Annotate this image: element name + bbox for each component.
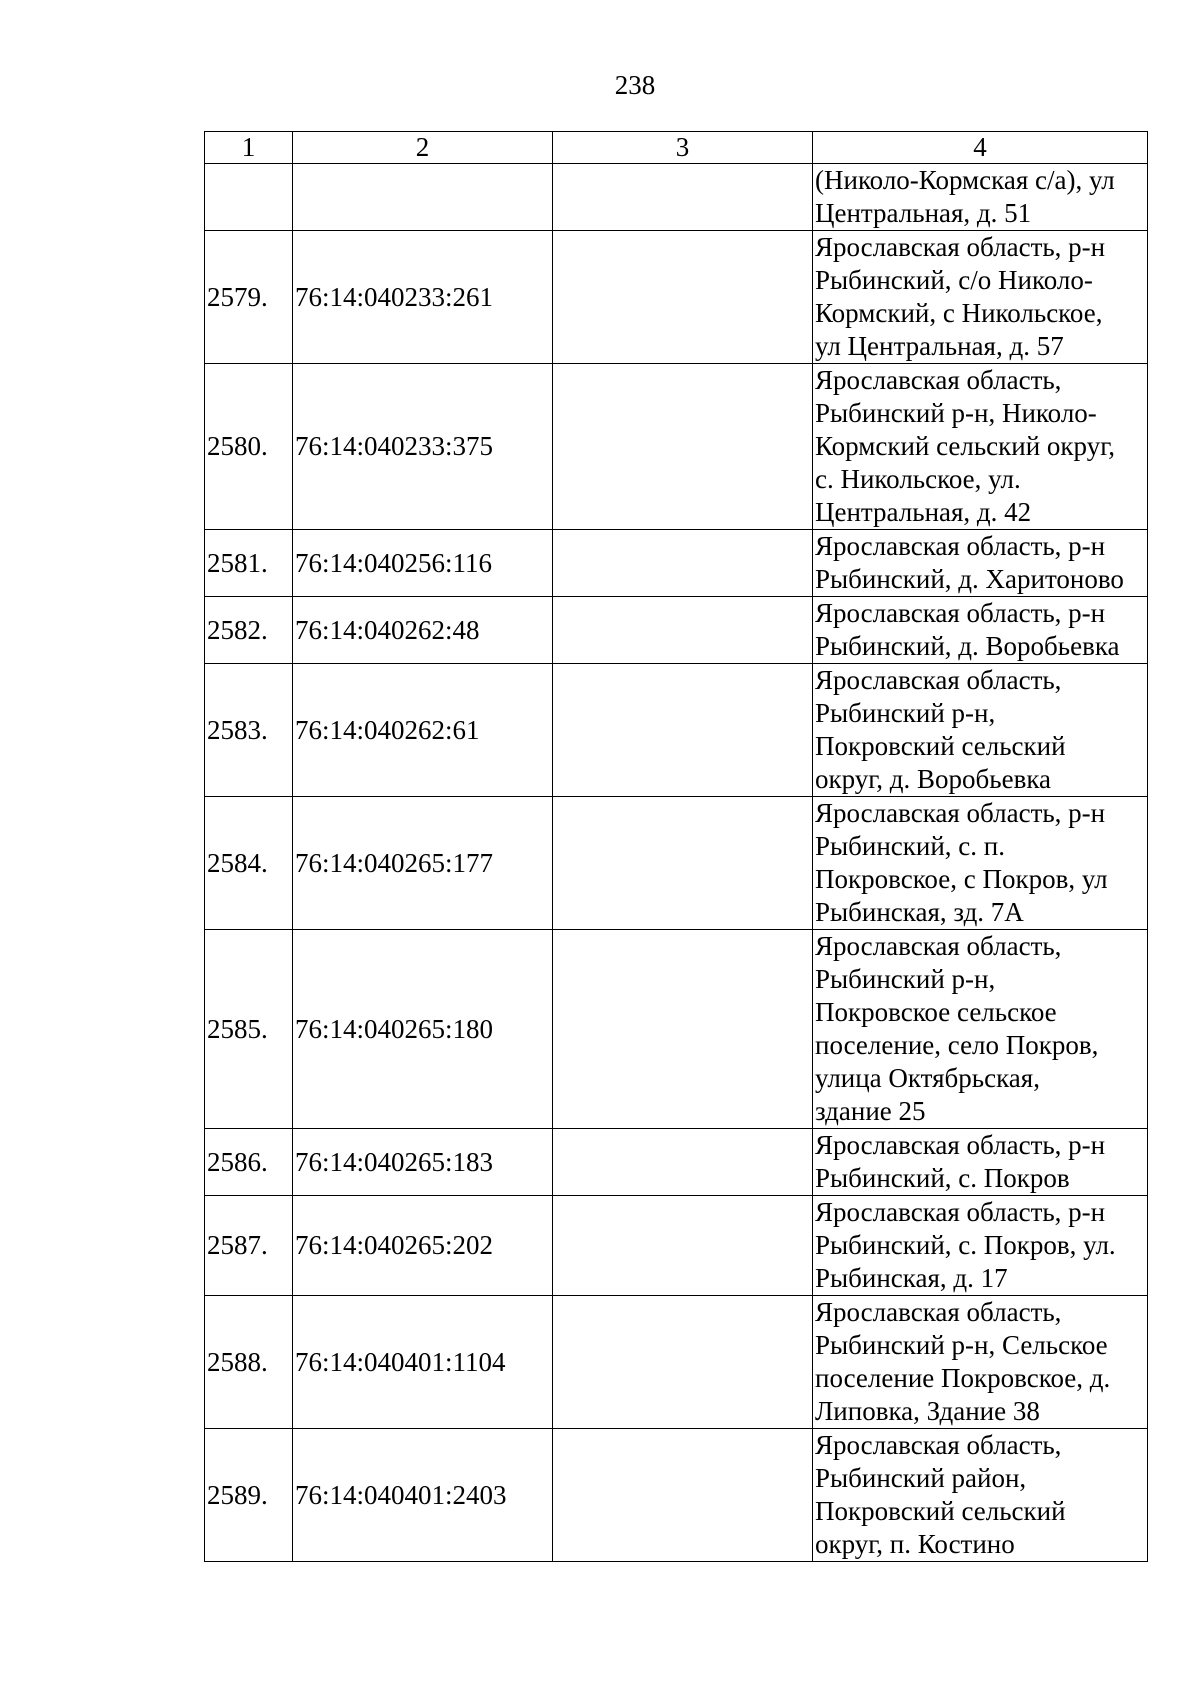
cadastral-number-cell: 76:14:040256:116 <box>293 530 553 597</box>
address-line: Рыбинский р-н, <box>815 964 996 994</box>
row-number-cell: 2583. <box>205 664 293 797</box>
column-3-cell <box>553 597 813 664</box>
address-line: Рыбинский р-н, Николо- <box>815 398 1097 428</box>
row-number-cell: 2581. <box>205 530 293 597</box>
address-line: Кормский, с Никольское, <box>815 298 1103 328</box>
address-cell <box>813 1129 1148 1196</box>
address-line: Ярославская область, <box>815 365 1062 395</box>
address-line: Ярославская область, <box>815 931 1062 961</box>
table-row <box>205 664 1148 797</box>
column-3-cell <box>553 664 813 797</box>
address-line: Ярославская область, р-н <box>815 1130 1106 1160</box>
column-header-3: 3 <box>553 132 813 164</box>
row-number-cell: 2587. <box>205 1196 293 1296</box>
column-3-cell <box>553 530 813 597</box>
column-3-cell <box>553 1296 813 1429</box>
address-line: Рыбинская, д. 17 <box>815 1263 1008 1293</box>
address-cell <box>813 530 1148 597</box>
table-row <box>205 364 1148 530</box>
row-number-cell: 2579. <box>205 231 293 364</box>
address-line: (Николо-Кормская с/а), ул <box>815 165 1115 195</box>
table-body <box>205 132 1148 1562</box>
address-line: Ярославская область, р-н <box>815 232 1106 262</box>
row-number-cell: 2580. <box>205 364 293 530</box>
address-line: Покровский сельский <box>815 731 1066 761</box>
column-header-1: 1 <box>205 132 293 164</box>
address-line: поселение Покровское, д. <box>815 1363 1111 1393</box>
address-cell <box>813 231 1148 364</box>
row-number-cell: 2589. <box>205 1429 293 1562</box>
table-row <box>205 797 1148 930</box>
table-row <box>205 530 1148 597</box>
page-number: 238 <box>614 70 656 100</box>
address-line: поселение, село Покров, <box>815 1030 1099 1060</box>
address-line: улица Октябрьская, <box>815 1063 1040 1093</box>
address-line: здание 25 <box>815 1096 926 1126</box>
address-line: Рыбинский, д. Воробьевка <box>815 631 1120 661</box>
address-line: Ярославская область, <box>815 1297 1062 1327</box>
table-row <box>205 164 1148 231</box>
table-row <box>205 1296 1148 1429</box>
cadastral-number-cell: 76:14:040265:183 <box>293 1129 553 1196</box>
cadastral-number-cell: 76:14:040262:48 <box>293 597 553 664</box>
address-line: округ, д. Воробьевка <box>815 764 1052 794</box>
address-line: ул Центральная, д. 57 <box>815 331 1064 361</box>
address-line: Рыбинский, с/о Николо- <box>815 265 1093 295</box>
cadastral-number-cell: 76:14:040233:375 <box>293 364 553 530</box>
cadastral-number-cell: 76:14:040265:177 <box>293 797 553 930</box>
address-line: Рыбинский р-н, Сельское <box>815 1330 1108 1360</box>
address-line: округ, п. Костино <box>815 1529 1015 1559</box>
table-row <box>205 1429 1148 1562</box>
cadastral-number-cell: 76:14:040265:202 <box>293 1196 553 1296</box>
row-number-cell <box>205 164 293 231</box>
column-3-cell <box>553 797 813 930</box>
column-header-4: 4 <box>813 132 1148 164</box>
address-cell <box>813 1296 1148 1429</box>
address-line: Рыбинская, зд. 7А <box>815 897 1024 927</box>
column-header-2: 2 <box>293 132 553 164</box>
table-row <box>205 597 1148 664</box>
column-3-cell <box>553 231 813 364</box>
cadastral-number-cell: 76:14:040401:1104 <box>293 1296 553 1429</box>
address-line: Ярославская область, р-н <box>815 598 1106 628</box>
address-line: с. Никольское, ул. <box>815 464 1021 494</box>
column-3-cell <box>553 1129 813 1196</box>
address-line: Рыбинский, с. п. <box>815 831 1005 861</box>
row-number-cell: 2588. <box>205 1296 293 1429</box>
cadastral-number-cell: 76:14:040262:61 <box>293 664 553 797</box>
table-row <box>205 231 1148 364</box>
table-row <box>205 1129 1148 1196</box>
address-line: Ярославская область, <box>815 1430 1062 1460</box>
table-header-row <box>205 132 1148 164</box>
row-number-cell: 2584. <box>205 797 293 930</box>
address-cell <box>813 1429 1148 1562</box>
address-line: Рыбинский, с. Покров <box>815 1163 1070 1193</box>
column-3-cell <box>553 1196 813 1296</box>
registry-table <box>204 131 1148 1562</box>
cadastral-number-cell: 76:14:040233:261 <box>293 231 553 364</box>
address-cell <box>813 164 1148 231</box>
cadastral-number-cell: 76:14:040401:2403 <box>293 1429 553 1562</box>
address-line: Рыбинский, с. Покров, ул. <box>815 1230 1116 1260</box>
address-line: Кормский сельский округ, <box>815 431 1115 461</box>
address-line: Рыбинский р-н, <box>815 698 996 728</box>
address-line: Покровский сельский <box>815 1496 1066 1526</box>
cadastral-number-cell <box>293 164 553 231</box>
address-line: Липовка, Здание 38 <box>815 1396 1040 1426</box>
address-line: Ярославская область, р-н <box>815 798 1106 828</box>
column-3-cell <box>553 930 813 1129</box>
address-line: Центральная, д. 51 <box>815 198 1032 228</box>
address-cell <box>813 930 1148 1129</box>
row-number-cell: 2586. <box>205 1129 293 1196</box>
column-3-cell <box>553 364 813 530</box>
column-3-cell <box>553 164 813 231</box>
table-row <box>205 930 1148 1129</box>
address-cell <box>813 597 1148 664</box>
table-row <box>205 1196 1148 1296</box>
address-line: Покровское сельское <box>815 997 1057 1027</box>
address-line: Рыбинский район, <box>815 1463 1027 1493</box>
address-cell <box>813 364 1148 530</box>
address-line: Ярославская область, р-н <box>815 1197 1106 1227</box>
address-line: Покровское, с Покров, ул <box>815 864 1108 894</box>
address-line: Ярославская область, р-н <box>815 531 1106 561</box>
row-number-cell: 2582. <box>205 597 293 664</box>
row-number-cell: 2585. <box>205 930 293 1129</box>
address-line: Центральная, д. 42 <box>815 497 1032 527</box>
address-cell <box>813 664 1148 797</box>
address-line: Ярославская область, <box>815 665 1062 695</box>
cadastral-number-cell: 76:14:040265:180 <box>293 930 553 1129</box>
address-cell <box>813 797 1148 930</box>
address-line: Рыбинский, д. Харитоново <box>815 564 1124 594</box>
address-cell <box>813 1196 1148 1296</box>
column-3-cell <box>553 1429 813 1562</box>
